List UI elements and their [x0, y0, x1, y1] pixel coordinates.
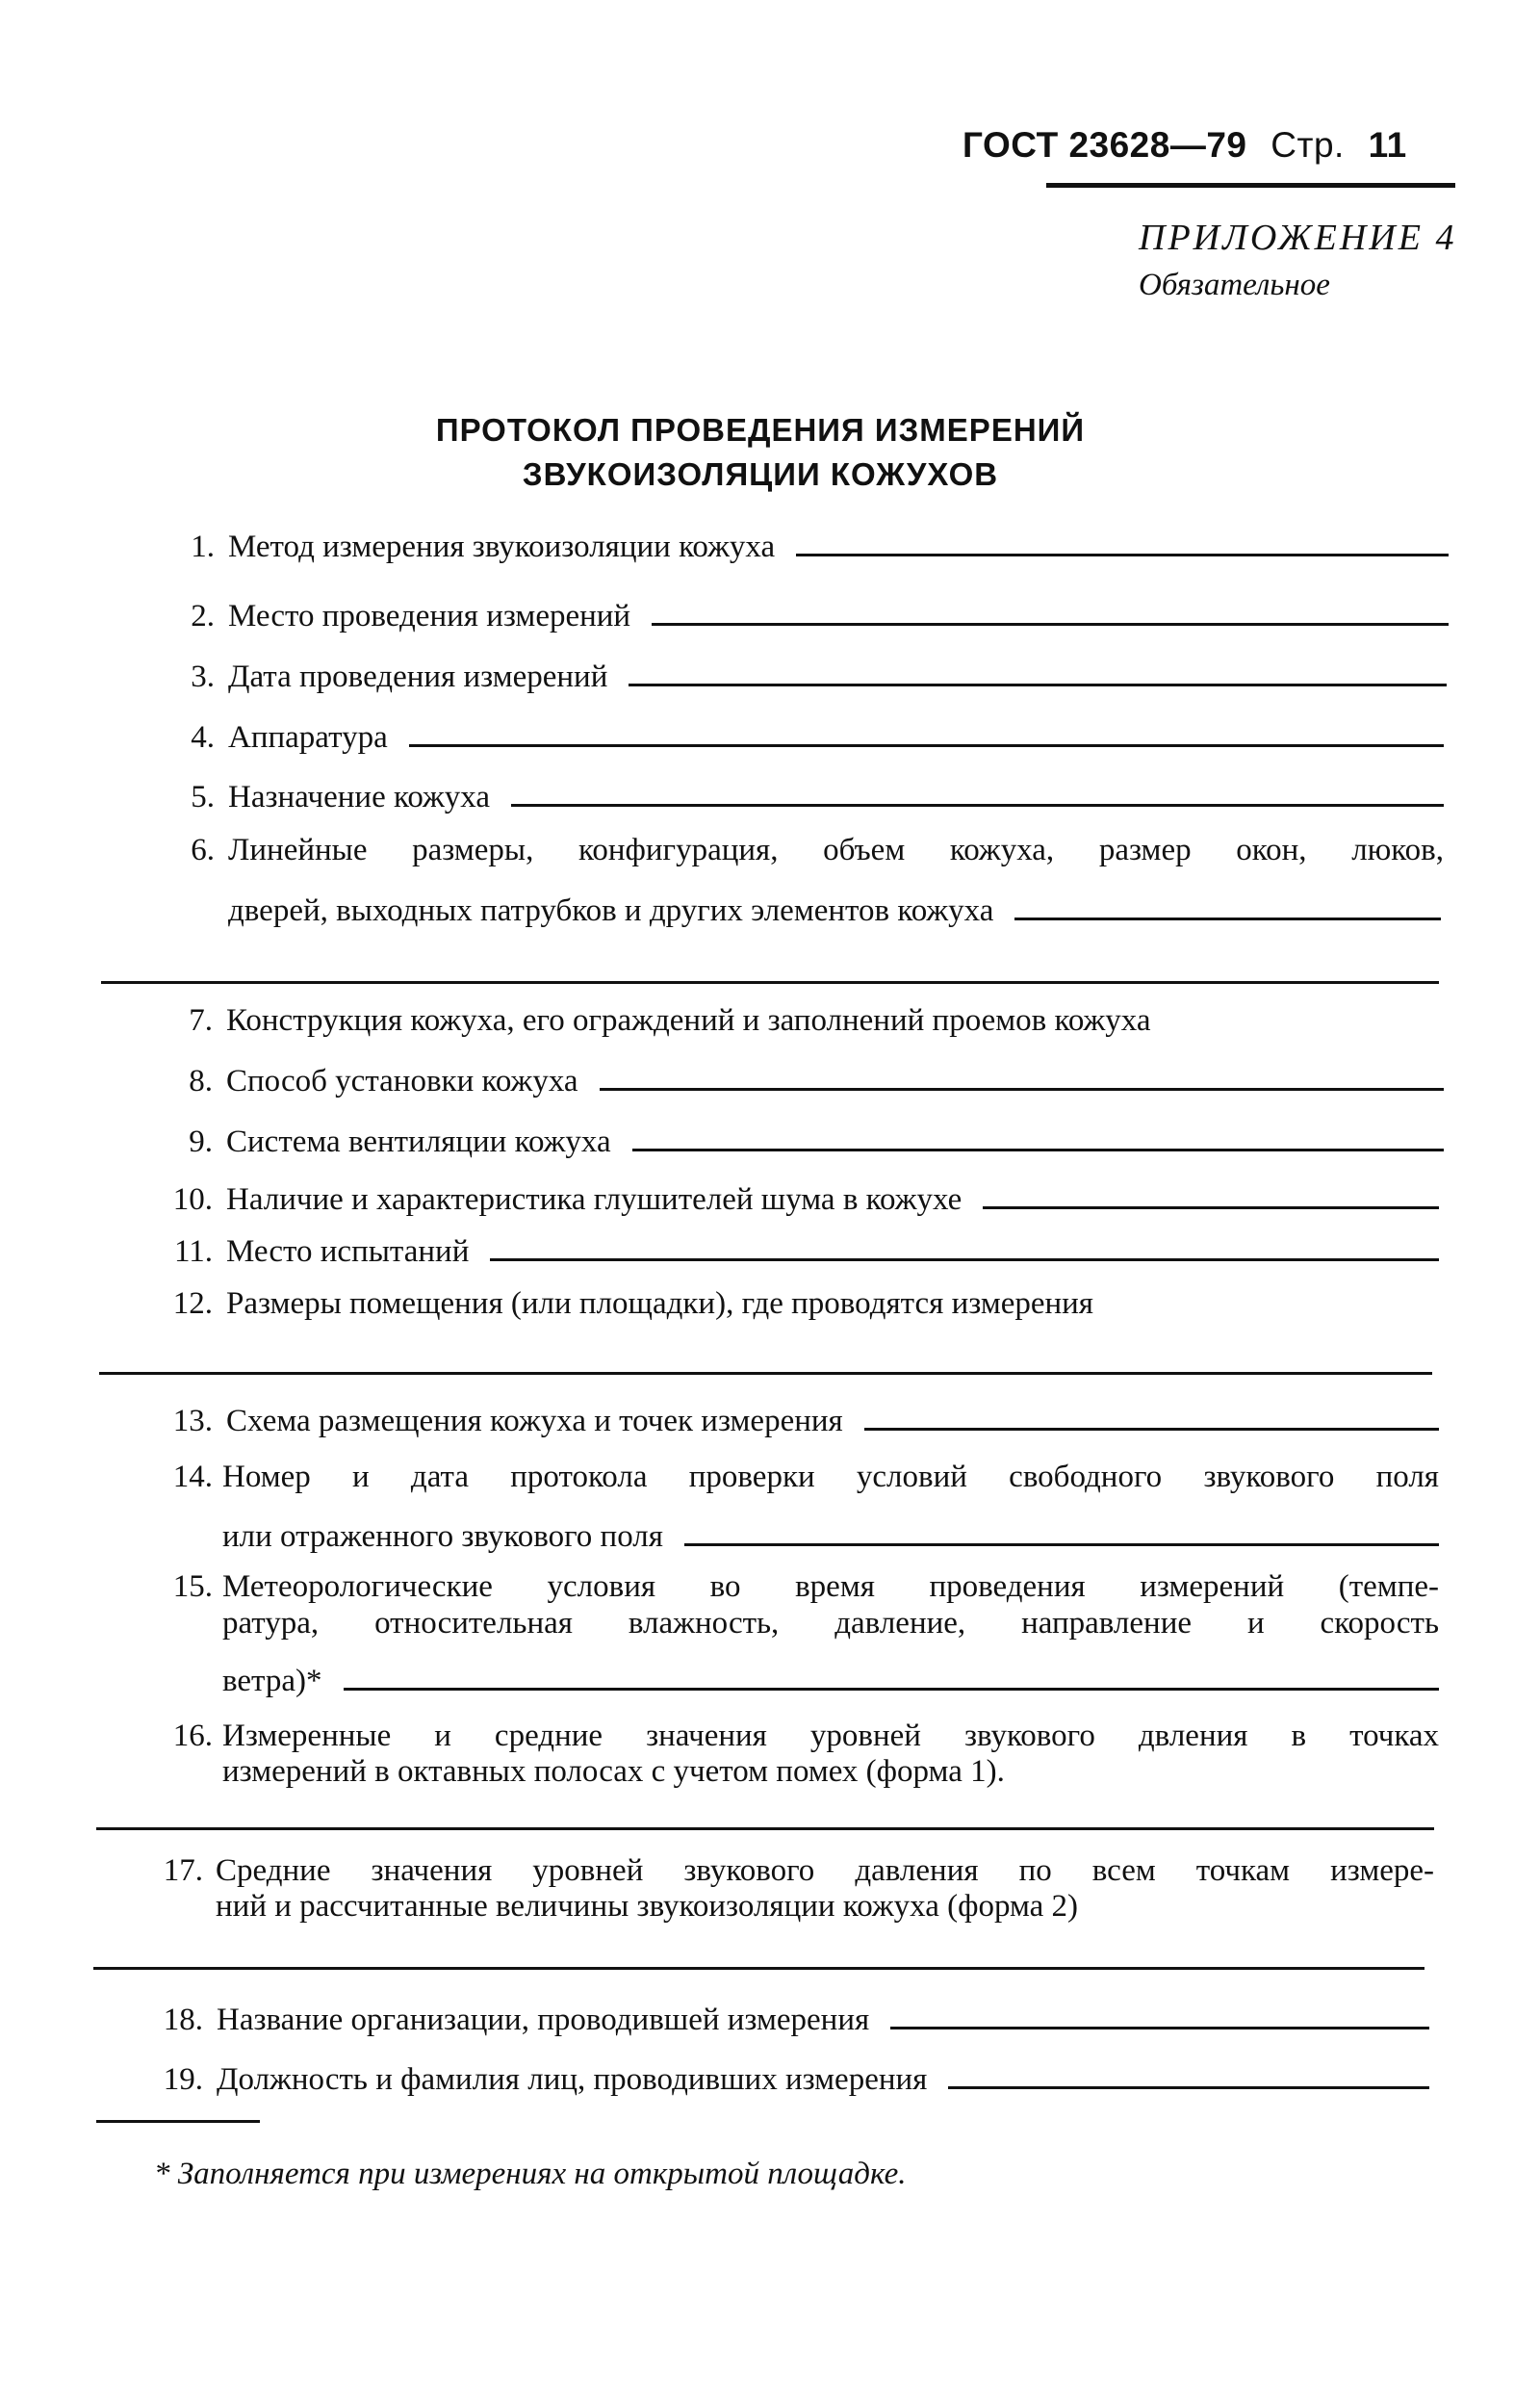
fill-line: [344, 1678, 1440, 1691]
fill-line: [632, 1139, 1444, 1151]
item-number: 16.: [172, 1719, 213, 1753]
page-label: Стр.: [1270, 125, 1345, 165]
page-header: [962, 125, 1455, 166]
list-item: [168, 599, 1449, 634]
item-number: 5.: [191, 780, 215, 814]
list-item: [168, 1003, 1449, 1039]
item-text: Номер и дата протокола проверки условий свободного звукового поля: [222, 1460, 1439, 1494]
list-item: [144, 2003, 1429, 2038]
fill-line: [600, 1078, 1444, 1091]
fill-line: [490, 1249, 1439, 1261]
item-number: 12.: [172, 1286, 213, 1321]
item-text: Метеорологические условия во время проведения измерений (темпе-: [222, 1569, 1439, 1604]
standard-number: ГОСТ 23628—79: [962, 125, 1247, 165]
fill-line: [890, 2017, 1429, 2029]
item-number: 2.: [191, 599, 215, 633]
item-text: Средние значения уровней звукового давления по всем точкам измере-: [216, 1853, 1434, 1888]
item-text: Место проведения измерений: [228, 599, 631, 633]
item-number: 15.: [172, 1569, 213, 1604]
item-number: 13.: [172, 1404, 213, 1438]
appendix-label: ПРИЛОЖЕНИЕ 4: [1139, 218, 1457, 258]
list-item: [154, 1234, 1439, 1270]
item-number: 1.: [191, 530, 215, 564]
item-text: Схема размещения кожуха и точек измерения: [226, 1404, 843, 1438]
list-item: [154, 1286, 1439, 1322]
fill-line: [652, 613, 1449, 626]
fill-line: [948, 2077, 1429, 2089]
list-item-continuation: [222, 1664, 1439, 1699]
list-item: [168, 720, 1444, 756]
list-item: [168, 780, 1444, 815]
item-text: Конструкция кожуха, его ограждений и заполнений проемов кожуха: [226, 1003, 1151, 1038]
fill-line: [864, 1418, 1439, 1431]
list-item: [154, 1182, 1439, 1218]
list-item: [168, 1124, 1444, 1160]
item-text: Метод измерения звукоизоляции кожуха: [228, 530, 776, 564]
item-text: Должность и фамилия лиц, проводивших измерения: [217, 2062, 928, 2097]
item-text: Система вентиляции кожуха: [226, 1124, 611, 1159]
blank-line: [96, 1827, 1434, 1830]
blank-line: [99, 1372, 1432, 1375]
item-number: 11.: [173, 1234, 213, 1269]
item-text: Размеры помещения (или площадки), где проводятся измерения: [226, 1286, 1093, 1321]
item-text: Измеренные и средние значения уровней звукового двления в точках: [222, 1719, 1439, 1753]
item-number: 10.: [172, 1182, 213, 1217]
item-text-continuation: или отраженного звукового поля: [222, 1519, 663, 1554]
list-item: [154, 1404, 1439, 1439]
item-number: 17.: [163, 1853, 203, 1888]
list-item: [168, 659, 1447, 695]
item-text: Способ установки кожуха: [226, 1064, 578, 1099]
fill-line: [983, 1197, 1439, 1209]
item-number: 7.: [189, 1003, 213, 1038]
item-number: 4.: [191, 720, 215, 755]
fill-line: [684, 1534, 1439, 1546]
item-number: 8.: [189, 1064, 213, 1099]
item-number: 6.: [191, 833, 215, 867]
item-number: 14.: [172, 1460, 213, 1494]
item-text: Наличие и характеристика глушителей шума в кожухе: [226, 1182, 962, 1217]
header-rule: [1046, 183, 1455, 188]
list-item: [144, 2062, 1429, 2098]
list-item: [168, 530, 1449, 565]
item-text: Аппаратура: [228, 720, 388, 755]
footnote-rule: [96, 2120, 260, 2123]
list-item: [168, 1064, 1444, 1099]
fill-line: [796, 544, 1449, 556]
blank-line: [101, 981, 1439, 984]
item-number: 19.: [163, 2062, 203, 2097]
item-text-line2: ратура, относительная влажность, давление, направление и скорость: [222, 1606, 1439, 1641]
fill-line: [1014, 908, 1441, 920]
item-text: Название организации, проводившей измерения: [217, 2003, 870, 2037]
fill-line: [629, 674, 1447, 686]
appendix-status: Обязательное: [1139, 268, 1330, 302]
item-number: 3.: [191, 659, 215, 694]
blank-line: [93, 1967, 1424, 1970]
document-title-line1: ПРОТОКОЛ ПРОВЕДЕНИЯ ИЗМЕРЕНИЙ: [435, 412, 1086, 448]
item-text-line2: ний и рассчитанные величины звукоизоляции кожуха (форма 2): [216, 1889, 1079, 1924]
list-item-continuation: [222, 1519, 1439, 1555]
item-number: 18.: [163, 2003, 203, 2037]
page-number: 11: [1368, 125, 1407, 165]
document-title-line2: ЗВУКОИЗОЛЯЦИИ КОЖУХОВ: [522, 456, 999, 492]
item-text-continuation: дверей, выходных патрубков и других элементов кожуха: [228, 893, 994, 928]
item-text: Назначение кожуха: [228, 780, 491, 814]
item-text-line2: измерений в октавных полосах с учетом помех (форма 1).: [222, 1754, 1005, 1789]
fill-line: [409, 735, 1444, 747]
fill-line: [511, 794, 1444, 807]
item-number: 9.: [189, 1124, 213, 1159]
footnote: * Заполняется при измерениях на открытой площадке.: [154, 2157, 907, 2191]
item-text: Место испытаний: [226, 1234, 470, 1269]
item-text: Дата проведения измерений: [228, 659, 608, 694]
list-item-continuation: [228, 893, 1441, 929]
item-text-continuation: ветра)*: [222, 1664, 322, 1698]
item-text: Линейные размеры, конфигурация, объем кожуха, размер окон, люков,: [228, 833, 1444, 867]
